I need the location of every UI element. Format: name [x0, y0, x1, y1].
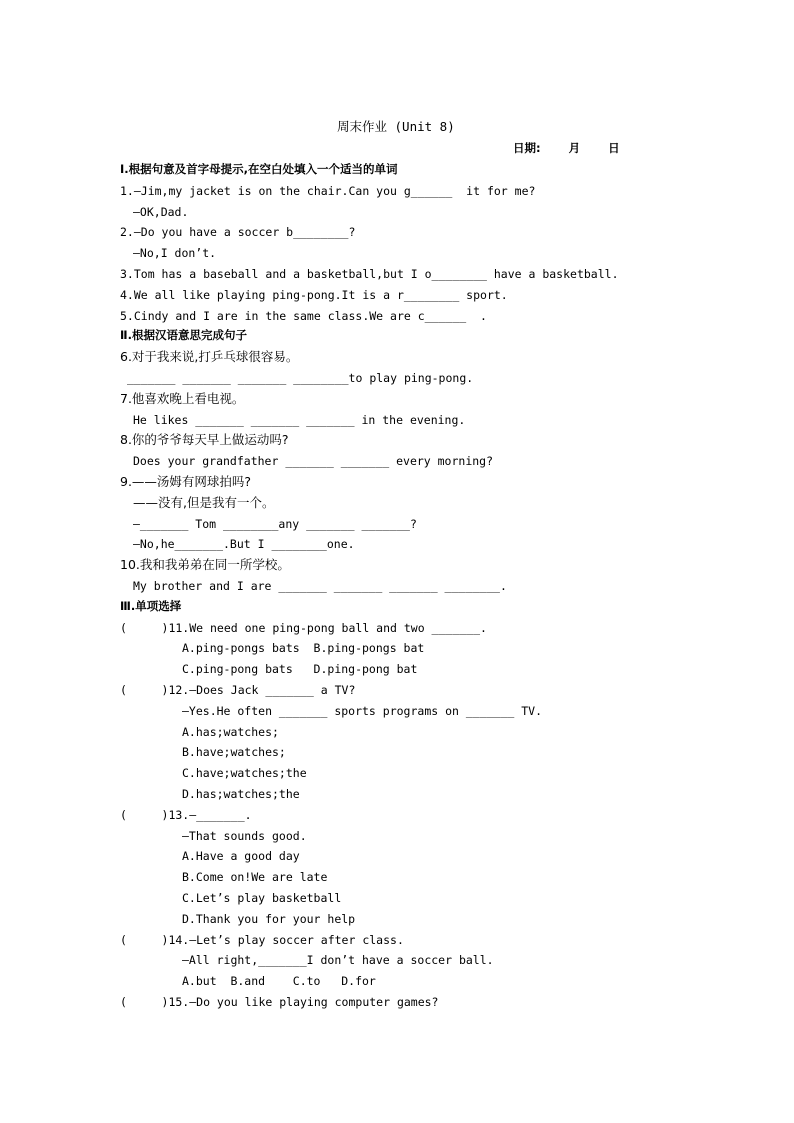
question-13-option-a: A.Have a good day — [182, 849, 300, 863]
question-10-prompt: 10.我和我弟弟在同一所学校。 — [120, 557, 290, 572]
question-9-prompt-a: 9.——汤姆有网球拍吗? — [120, 474, 252, 489]
question-8-answer: Does your grandfather _______ _______ every morning? — [133, 454, 494, 468]
question-7-answer: He likes _______ _______ _______ in the evening. — [133, 413, 466, 427]
question-6-prompt: 6.对于我来说,打乒乓球很容易。 — [120, 349, 299, 364]
question-12-option-d: D.has;watches;the — [182, 787, 300, 801]
question-9-answer-a: —_______ Tom ________any _______ _______? — [133, 517, 417, 531]
date-line: 日期: 月 日 — [513, 141, 620, 155]
question-9-answer-b: —No,he_______.But I ________one. — [133, 537, 355, 551]
section1-heading: Ⅰ.根据句意及首字母提示,在空白处填入一个适当的单词 — [120, 162, 398, 176]
question-7-prompt: 7.他喜欢晚上看电视。 — [120, 391, 245, 406]
question-15: ( )15.—Do you like playing computer games? — [120, 995, 439, 1009]
question-14: ( )14.—Let’s play soccer after class. — [120, 933, 404, 947]
section2-heading: Ⅱ.根据汉语意思完成句子 — [120, 328, 247, 342]
question-10-answer: My brother and I are _______ _______ _______ ________. — [133, 579, 507, 593]
question-6-answer: _______ _______ _______ ________to play ping-pong. — [127, 371, 474, 385]
question-12-option-a: A.has;watches; — [182, 725, 279, 739]
question-2: 2.—Do you have a soccer b________? — [120, 225, 356, 239]
question-13: ( )13.—_______. — [120, 808, 252, 822]
question-3: 3.Tom has a baseball and a basketball,but I o________ have a basketball. — [120, 267, 619, 281]
section3-heading: Ⅲ.单项选择 — [120, 599, 182, 613]
question-14-reply: —All right,_______I don’t have a soccer ball. — [182, 953, 494, 967]
question-11-options-ab: A.ping-pongs bats B.ping-pongs bat — [182, 641, 425, 655]
question-2-reply: —No,I don’t. — [133, 246, 217, 260]
question-12-option-c: C.have;watches;the — [182, 766, 307, 780]
question-11: ( )11.We need one ping-pong ball and two _______. — [120, 621, 487, 635]
question-13-option-b: B.Come on!We are late — [182, 870, 328, 884]
question-4: 4.We all like playing ping-pong.It is a r________ sport. — [120, 288, 508, 302]
page-title: 周末作业 (Unit 8) — [337, 119, 455, 134]
question-1: 1.—Jim,my jacket is on the chair.Can you g______ it for me? — [120, 184, 536, 198]
question-9-prompt-b: ——没有,但是我有一个。 — [133, 495, 275, 510]
question-12-option-b: B.have;watches; — [182, 745, 286, 759]
question-12: ( )12.—Does Jack _______ a TV? — [120, 683, 356, 697]
question-8-prompt: 8.你的爷爷每天早上做运动吗? — [120, 432, 289, 447]
question-1-reply: —OK,Dad. — [133, 205, 189, 219]
question-11-options-cd: C.ping-pong bats D.ping-pong bat — [182, 662, 418, 676]
question-12-reply: —Yes.He often _______ sports programs on _______ TV. — [182, 704, 543, 718]
question-14-options: A.but B.and C.to D.for — [182, 974, 376, 988]
question-13-option-c: C.Let’s play basketball — [182, 891, 342, 905]
question-5: 5.Cindy and I are in the same class.We are c______ . — [120, 309, 487, 323]
question-13-option-d: D.Thank you for your help — [182, 912, 356, 926]
question-13-reply: —That sounds good. — [182, 829, 307, 843]
